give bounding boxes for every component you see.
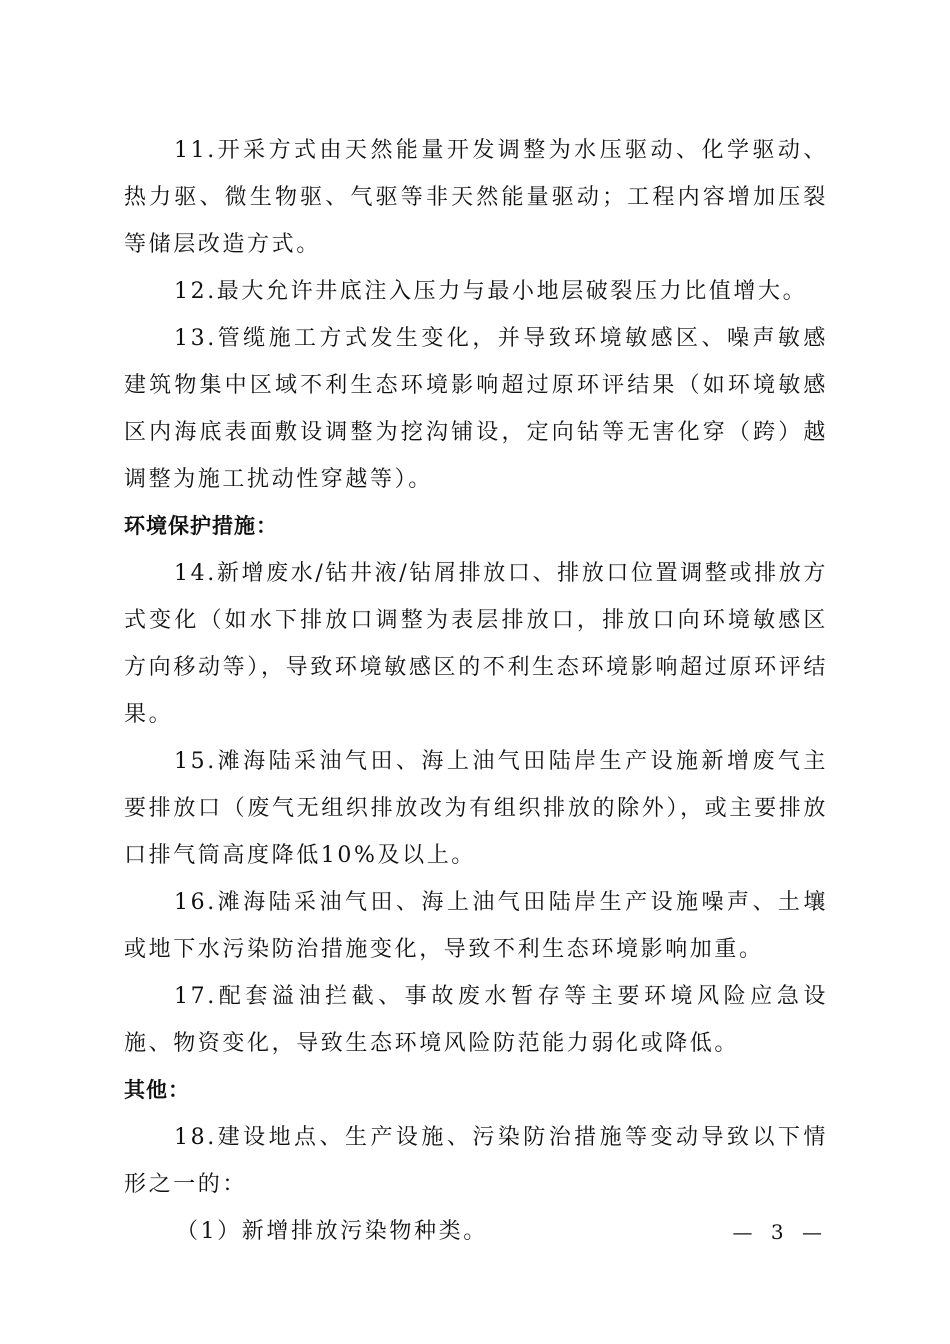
item-18-1: （1）新增排放污染物种类。 — [176, 1219, 488, 1244]
item-16: 16.滩海陆采油气田、海上油气田陆岸生产设施噪声、土壤或地下水污染防治措施变化，导致不利生态环境影响加重。 — [124, 890, 828, 962]
item-18: 18.建设地点、生产设施、污染防治措施等变动导致以下情形之一的： — [124, 1125, 828, 1197]
item-17: 17.配套溢油拦截、事故废水暂存等主要环境风险应急设施、物资变化，导致生态环境风险防范能力弱化或降低。 — [124, 984, 828, 1056]
page-number: — 3 — — [732, 1220, 828, 1244]
item-12: 12.最大允许井底注入压力与最小地层破裂压力比值增大。 — [174, 279, 808, 304]
item-14: 14.新增废水/钻井液/钻屑排放口、排放口位置调整或排放方式变化（如水下排放口调整为表层排放口，排放口向环境敏感区方向移动等），导致环境敏感区的不利生态环境影响超过原环评结果。 — [124, 561, 828, 727]
document-body — [124, 127, 828, 1255]
item-15: 15.滩海陆采油气田、海上油气田陆岸生产设施新增废气主要排放口（废气无组织排放改为有组织排放的除外），或主要排放口排气筒高度降低10%及以上。 — [124, 749, 828, 868]
item-11: 11.开采方式由天然能量开发调整为水压驱动、化学驱动、热力驱、微生物驱、气驱等非天然能量驱动；工程内容增加压裂等储层改造方式。 — [124, 138, 828, 257]
section-heading-other: 其他： — [124, 1078, 190, 1102]
item-13: 13.管缆施工方式发生变化，并导致环境敏感区、噪声敏感建筑物集中区域不利生态环境影响超过原环评结果（如环境敏感区内海底表面敷设调整为挖沟铺设，定向钻等无害化穿（跨）越调整为施工扰动性穿越等）。 — [124, 326, 828, 492]
section-heading-environmental-protection: 环境保护措施： — [124, 514, 278, 538]
